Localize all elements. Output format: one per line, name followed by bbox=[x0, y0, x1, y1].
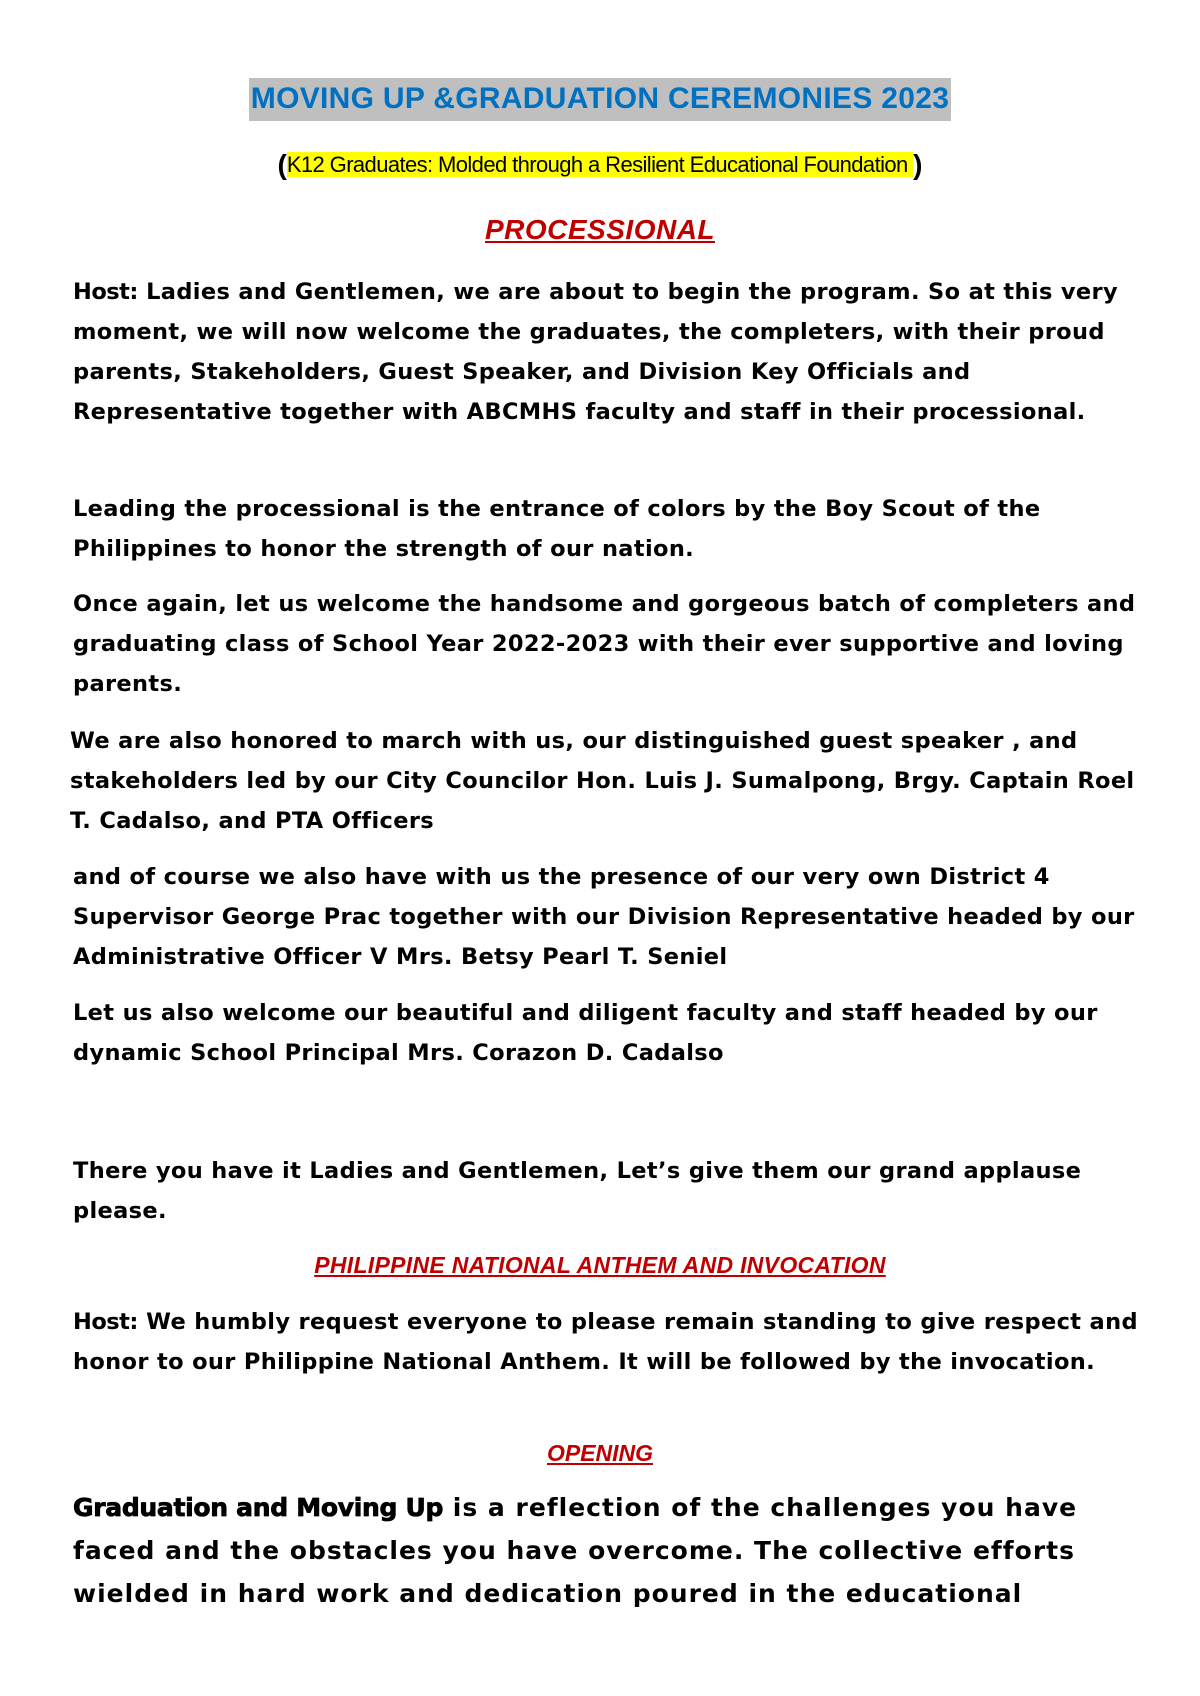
paragraph-opening bbox=[73, 1486, 1153, 1615]
paragraph-anthem-host bbox=[73, 1302, 1153, 1382]
paragraph-district-supervisor: and of course we also have with us the presence of our very own District 4 Supervisor George Prac together with our Division Representative headed by our Administrative Officer V Mrs. Betsy Pearl T. Seniel bbox=[73, 864, 1135, 970]
paragraph-text: is a reflection of the challenges you have faced and the obstacles you have overcome. The collective efforts wielded in hard work and dedication poured in the educational bbox=[73, 1493, 1078, 1608]
title-block bbox=[0, 78, 1200, 121]
subtitle-close-paren: ) bbox=[913, 149, 923, 180]
document-title: MOVING UP &GRADUATION CEREMONIES 2023 bbox=[249, 78, 951, 121]
paragraph-applause: There you have it Ladies and Gentlemen, Let’s give them our grand applause please. bbox=[73, 1158, 1082, 1224]
paragraph-text: Ladies and Gentlemen, we are about to begin the program. So at this very moment, we will now welcome the graduates, the completers, with their proud parents, Stakeholders, Guest Speaker, and Division Key Officials and Representative together with ABCMHS faculty and staff in their processional. bbox=[73, 279, 1118, 425]
subtitle-block bbox=[0, 148, 1200, 182]
paragraph-guest-speaker: We are also honored to march with us, our distinguished guest speaker , and stakeholders led by our City Councilor Hon. Luis J. Sumalpong, Brgy. Captain Roel T. Cadalso, and PTA Officers bbox=[70, 728, 1135, 834]
paragraph-text: We humbly request everyone to please remain standing to give respect and honor to our Philippine National Anthem. It will be followed by the invocation. bbox=[73, 1309, 1138, 1375]
subtitle-open-paren: ( bbox=[277, 149, 287, 180]
host-label: Host: bbox=[73, 1309, 138, 1335]
heading-opening: OPENING bbox=[546, 1440, 654, 1466]
paragraph-graduates: Once again, let us welcome the handsome and gorgeous batch of completers and graduating class of School Year 2022-2023 with their ever supportive and loving parents. bbox=[73, 591, 1136, 697]
paragraph-faculty: Let us also welcome our beautiful and diligent faculty and staff headed by our dynamic School Principal Mrs. Corazon D. Cadalso bbox=[73, 1000, 1098, 1066]
host-label: Host: bbox=[73, 279, 138, 305]
heading-processional: PROCESSIONAL bbox=[484, 214, 716, 245]
opening-lead: Graduation and Moving Up bbox=[73, 1493, 444, 1522]
paragraph-host-intro bbox=[73, 272, 1153, 432]
document-subtitle: K12 Graduates: Molded through a Resilient Educational Foundation bbox=[286, 152, 914, 177]
paragraph-colors: Leading the processional is the entrance of colors by the Boy Scout of the Philippines to honor the strength of our nation. bbox=[73, 496, 1041, 562]
heading-national-anthem: PHILIPPINE NATIONAL ANTHEM AND INVOCATION bbox=[314, 1252, 886, 1278]
